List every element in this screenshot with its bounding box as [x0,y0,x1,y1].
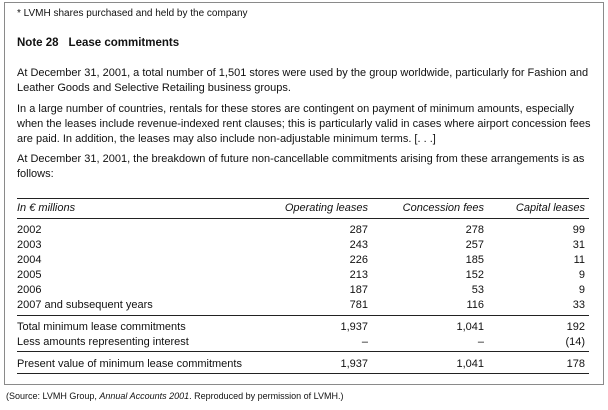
operating-value: 187 [349,284,368,296]
header-units: In € millions [17,202,76,214]
concession-value: 278 [465,224,484,236]
row-label: 2003 [17,239,42,251]
concession-value: 1,041 [456,358,484,370]
concession-value: – [477,336,484,348]
paragraph-breakdown: At December 31, 2001, the breakdown of future non-cancellable commitments arising from these arrangements is as follows: [17,153,585,180]
source-title: Annual Accounts 2001 [99,391,190,401]
operating-value: 287 [349,224,368,236]
table-row [17,298,589,312]
present-value-row [17,357,589,371]
capital-value: 9 [578,284,585,296]
capital-value: 178 [566,358,585,370]
paragraph-stores: At December 31, 2001, a total number of 1,501 stores were used by the group worldwide, particularly for Fashion and Leather Goods and Selective Retailing business groups. [17,67,589,94]
header-rule [17,218,589,219]
row-label: 2002 [17,224,42,236]
table-row [17,223,589,237]
capital-value: 33 [572,299,585,311]
concession-value: 116 [466,299,484,311]
operating-value: 213 [349,269,368,281]
row-label: 2006 [17,284,42,296]
row-label: Total minimum lease commitments [17,321,186,333]
source-prefix: (Source: LVMH Group, [6,391,100,401]
capital-value: 192 [566,321,585,333]
capital-value: 11 [573,254,585,266]
operating-value: – [361,336,368,348]
table-top-rule [17,198,589,199]
row-label: Present value of minimum lease commitments [17,358,242,370]
header-concession-fees: Concession fees [402,202,484,214]
operating-value: 243 [349,239,368,251]
concession-value: 152 [465,269,484,281]
present-value-rule [17,351,589,352]
header-operating-leases: Operating leases [284,202,368,214]
note-number: Note 28 [17,37,59,49]
note-heading [17,37,179,49]
source-suffix: . Reproduced by permission of LVMH.) [189,391,344,401]
subtotal-rule [17,315,589,316]
concession-value: 185 [465,254,484,266]
table-row [17,283,589,297]
row-label: 2004 [17,254,42,266]
row-label: Less amounts representing interest [17,336,189,348]
concession-value: 53 [471,284,484,296]
operating-value: 1,937 [340,358,368,370]
source-citation [6,391,344,401]
table-row [17,253,589,267]
paragraph-rentals: In a large number of countries, rentals for these stores are contingent on payment of minimum amounts, especially when the leases include revenue-indexed rent clauses; this is particularly valid in cases where airport concession fees are paid. In addition, the leases may also include non-adjustable minimum terms. [. . .] [17,103,591,145]
table-row [17,238,589,252]
capital-value: 31 [572,239,585,251]
row-label: 2007 and subsequent years [17,299,153,311]
table-row [17,268,589,282]
interest-row [17,335,589,349]
concession-value: 1,041 [456,321,484,333]
capital-value: (14) [565,336,585,348]
total-row [17,320,589,334]
operating-value: 781 [349,299,368,311]
concession-value: 257 [465,239,484,251]
capital-value: 9 [578,269,585,281]
capital-value: 99 [572,224,585,236]
header-capital-leases: Capital leases [515,202,585,214]
note-title: Lease commitments [68,37,180,49]
operating-value: 226 [349,254,368,266]
operating-value: 1,937 [340,321,368,333]
footnote: * LVMH shares purchased and held by the company [17,8,248,19]
row-label: 2005 [17,269,42,281]
table-bottom-rule [17,373,589,374]
table-header-row [17,201,589,215]
